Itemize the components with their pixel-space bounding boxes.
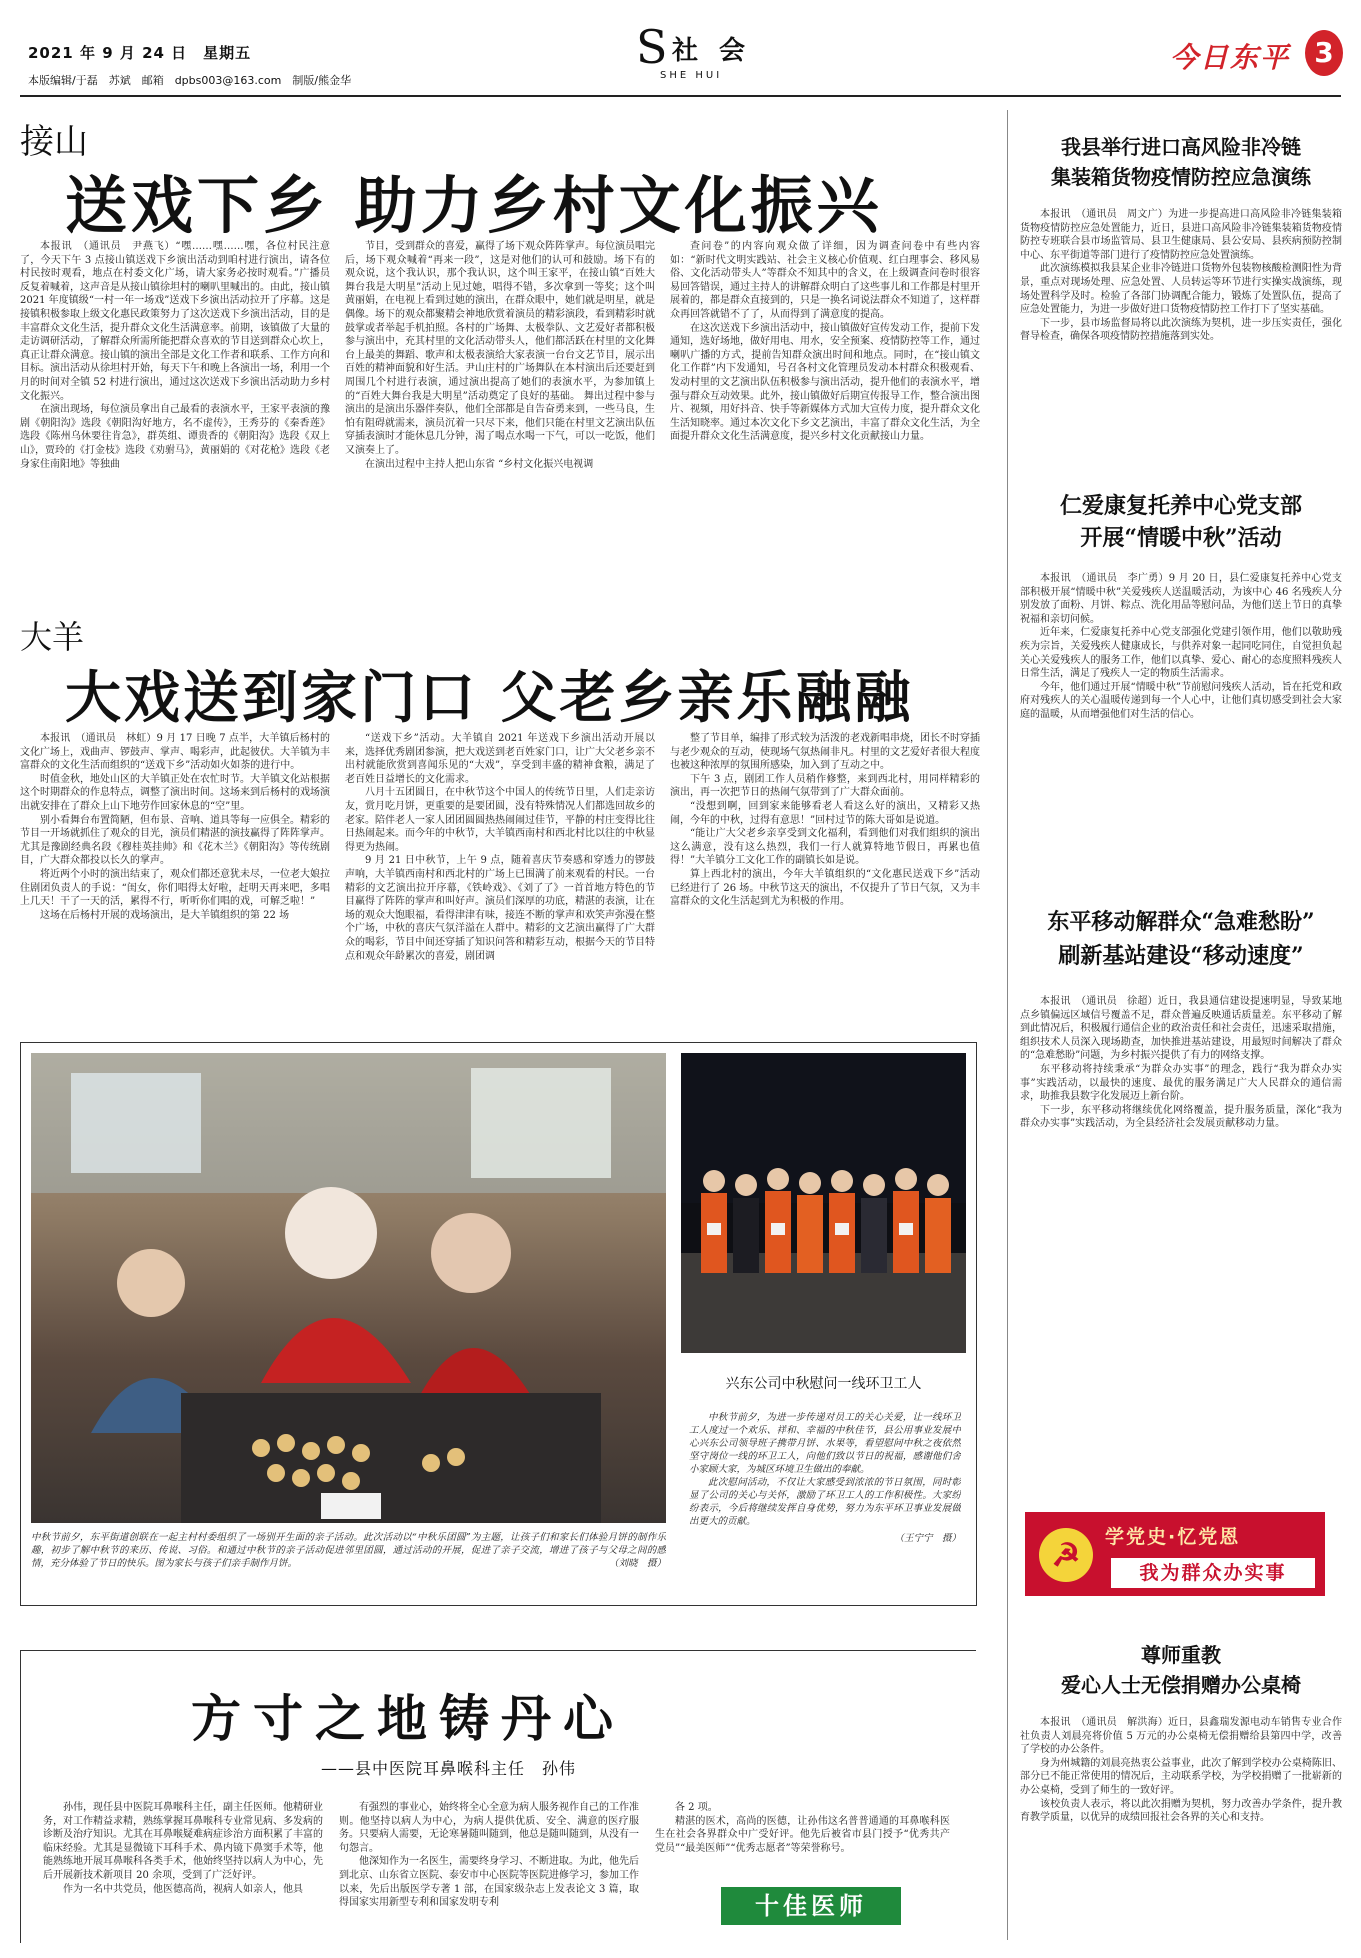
banner-line2: 我为群众办实事 [1139,1562,1287,1584]
side-body [1020,572,1342,862]
side-headline-line1: 尊师重教 [1141,1643,1221,1667]
side-headline-line2: 刷新基站建设“移动速度” [1058,943,1304,969]
side-headline-line2: 爱心人士无偿捐赠办公桌椅 [1061,1673,1301,1697]
side-article-mobile [1020,905,1342,1485]
article-headline: 送戏下乡 助力乡村文化振兴 [65,169,883,242]
paragraph: 本报讯 （通讯员 徐超）近日，我县通信建设提速明显，导致某地点乡镇偏远区域信号覆盖不足，群众普遍反映通话质量差。东平移动了解到此情况后，积极履行通信企业的政治责任和社会责任，迅速采取措施，组织技术人员深入现场勘查，加快推进基站建设，用最短时间解决了群众的“急难愁盼”问题，为乡村振兴提供了有力的网络支撑。 [1020,996,1342,1062]
side-headline-line1: 东平移动解群众“急难愁盼” [1047,909,1315,935]
article-body-col3 [670,732,980,1032]
photo-credit: （王宁宁 摄） [894,1533,961,1544]
paragraph: 该校负责人表示，将以此次捐赠为契机，努力改善办学条件，提升教育教学质量，以优异的成绩回报社会各界的关心和支持。 [1020,1798,1342,1824]
article-body-col3 [655,1801,950,1873]
side-headline-line2: 开展“情暖中秋”活动 [1080,525,1282,551]
photo-section [20,1042,977,1606]
paragraph: 八月十五团圆日，在中秋节这个中国人的传统节日里，人们走亲访友，赏月吃月饼，更重要的是要团圆，没有特殊情况人们都选回故乡的老家。陪伴老人一家人团团圆圆热热闹闹过佳节，平静的村庄变得比往日热闹起来。而今年的中秋节，大羊镇西南村和西北村比以往的中秋显得更为热闹。 [345,787,655,853]
paragraph: “能让广大父老乡亲享受到文化福利，看到他们对我们组织的演出这么满意，没有这么热烈，我们一行人就算特地节假日，再累也值得！”大羊镇分工文化工作的副镇长如是说。 [670,828,980,867]
mooncake-caption [31,1531,666,1599]
paragraph: 近年来，仁爱康复托养中心党支部强化党建引领作用，他们以敬助残疾为宗旨，关爱残疾人健康成长，与供养对象一起同吃同住，自觉担负起关心关爱残疾人的服务工作，他们以真挚、爱心、耐心的态度照料残疾人日常生活，满足了残疾人一定的物质生活需求。 [1020,627,1342,680]
paragraph: 下一步，东平移动将继续优化网络覆盖，提升服务质量，深化“我为群众办实事”实践活动，为全县经济社会发展贡献移动力量。 [1020,1104,1342,1130]
paragraph: 将近两个小时的演出结束了，观众们都还意犹未尽，一位老大娘拉住剧团负责人的手说：“闺女，你们唱得太好啦，赶明天再来吧，多唱上几天！干了一天的活，累得不行，听听你们唱的戏，可解乏啦！” [20,868,330,908]
paragraph: 时值金秋，地处山区的大羊镇正处在农忙时节。大羊镇文化站根据这个时期群众的作息特点，调整了演出时间。这场来到后杨村的戏场演出就安排在了群众上山下地劳作回家休息的“空”里。 [20,773,330,812]
paragraph: “没想到啊，回到家来能够看老人看这么好的演出，又精彩又热闹，今年的中秋，过得有意思！”回村过节的陈大哥如是说道。 [670,800,980,826]
paragraph: 算上西北村的演出，今年大羊镇组织的“文化惠民送戏下乡”活动已经进行了 26 场。中秋节这天的演出，不仅提升了节日气氛，又为丰富群众的文化生活起到尤为积极的作用。 [670,868,980,908]
section-title: 社 会 [672,36,752,66]
paragraph: 此次演练模拟我县某企业非冷链进口货物外包装物核酸检测阳性为背景，重点对现场处理、应急处置、人员转运等环节进行实操实战演练，现场处置科学及时。检验了各部门协调配合能力，锻炼了处置队伍，提高了应急处置能力，为进一步做好进口货物疫情防控工作打下了坚实基础。 [1020,263,1342,316]
side-body [1020,995,1342,1475]
side-article-mid-autumn [1020,490,1342,870]
paragraph: 本报讯 （通讯员 李广勇）9 月 20 日，县仁爱康复托养中心党支部积极开展“情暖中秋”关爱残疾人送温暖活动，为该中心 46 名残疾人分别发放了面粉、月饼、粽点、洗化用品等慰问品，为他们送上节日的真挚祝福和亲切问候。 [1020,573,1342,625]
paragraph: 有强烈的事业心，始终将全心全意为病人服务视作自己的工作准则。他坚持以病人为中心，为病人提供优质、安全、满意的医疗服务。只要病人需要，无论寒暑随叫随到，他总是随叫随到，从没有一句怨言。 [339,1802,639,1854]
column-divider [1007,110,1008,1940]
mooncake-photo-illustration [31,1053,666,1523]
side-body [1020,1716,1342,1936]
article-subtitle: ——县中医院耳鼻喉科主任 孙伟 [321,1759,577,1778]
paragraph: 他深知作为一名医生，需要终身学习、不断进取。为此，他先后到北京、山东省立医院、泰安市中心医院等医院进修学习，参加工作以来，先后出版医学专著 1 部，在国家级杂志上发表论文 3 篇，取得国家实用新型专利和国家发明专利 [339,1856,639,1909]
header-rule [20,95,1341,97]
side-headline-line2: 集装箱货物疫情防控应急演练 [1051,165,1311,189]
paragraph: 东平移动将持续秉承“为群众办实事”的理念，践行“我为群众办实事”实践活动，以最快的速度、最优的服务满足广大人民群众的通信需求，助推我县数字化发展迈上新台阶。 [1020,1063,1342,1103]
caption-text: 此次慰问活动，不仅让大家感受到浓浓的节日氛围，同时彰显了公司的关心与关怀，激励了环卫工人的工作积极性。大家纷纷表示，今后将继续发挥自身优势，努力为东平环卫事业发展做出更大的贡献。 [689,1477,961,1527]
editor-line: 本版编辑/于磊 苏斌 邮箱 dpbs003@163.com 制版/熊金华 [28,74,352,87]
paragraph: “送戏下乡”活动。大羊镇自 2021 年送戏下乡演出活动开展以来，选择优秀剧团参演，把大戏送到老百姓家门口，让广大父老乡亲不出村就能欣赏到喜闻乐见的“大戏”，享受到丰盛的精神食粮，满足了老百姓日益增长的文化需求。 [345,733,655,785]
article-body-col2 [345,732,655,1032]
side-article-donation [1020,1640,1342,1940]
sanitation-workers-illustration [681,1053,966,1353]
caption-text: 中秋节前夕，东平街道创联在一起主村村委组织了一场别开生面的亲子活动。此次活动以“中秋乐团圆”为主题，让孩子们和家长们体验月饼的制作乐趣，初步了解中秋节的来历、传说、习俗。和通过中秋节的亲子活动促进邻里团圆，通过活动的开展，促进了亲子交流，增进了孩子与父母之间的感情，充分体验了节日的快乐。图为家长与孩子们亲手制作月饼。 [31,1532,666,1569]
paragraph: 本报讯 （通讯员 尹燕飞）“嘿……嘿……嘿，各位村民注意了，今天下午 3 点接山镇送戏下乡演出活动到咱村进行演出，请各位村民按时观看，地点在村委文化广场，请大家务必按时观看。”广播员反复着喊着，这声音是从接山镇徐坦村的喇叭里喊出的。由此，接山镇 2021 年度镇级“一村一年一场戏”送戏下乡演出活动拉开了序幕。这是接镇积极参取上级文化惠民政策努力了这次送戏下乡演出活动，目的是丰富群众文化生活，提升群众文化生活满意率。前期，该镇做了大量的走访调研活动，了解群众所需所能把群众喜欢的节目送到群众心坎上，真正让群众满意。接山镇的演出全部是文化工作者和联系、工作方向和目标。演出活动从徐坦村开始，每天下午和晚上各演出一场，利用一个月的时间对全镇 52 村进行演出，通过这次送戏下乡演出活动助力乡村文化振兴。 [20,241,330,402]
paragraph: 本报讯 （通讯员 周文广）为进一步提高进口高风险非冷链集装箱货物疫情防控应急处置能力，近日，县进口高风险非冷链集装箱货物疫情防控专班联合县市场监管局、县卫生健康局、县公安局、县疾病预防控制中心、东平街道等部门进行了疫情防控应急处置演练。 [1020,209,1342,261]
article-doctor [20,1650,976,1943]
paragraph: 在演出过程中主持人把山东省 “乡村文化振兴电视调 [365,458,594,470]
paragraph: 本报讯 （通讯员 林虹）9 月 17 日晚 7 点半，大羊镇后杨村的文化广场上，戏曲声、锣鼓声、掌声、喝彩声，此起彼伏。大羊镇为丰富群众的文化生活而组织的“送戏下乡”活动如火如荼的进行中。 [20,733,330,772]
paragraph: 节目，受到群众的喜爱，赢得了场下观众阵阵掌声。每位演员唱完后，场下观众喊着“再来一段”，这是对他们的认可和鼓励。场下有的观众说，这个我认识，那个我认识，这个叫王家平，在接山镇“百姓大舞台我是大明星”活动上见过她，唱得不错，多次拿到一等奖；这个叫黄丽娟，在电视上看到过她的演出，在群众眼中，她们就是明星，就是偶像。场下的观众都聚精会神地欣赏着演员的精彩演段，看到精彩时就鼓掌或者举起手机拍照。各村的广场舞、太极拳队、文艺爱好者都积极参与演出中，充其村里的文化活动带头人，他们都活跃在村里的文化舞台上最美的舞蹈、歌声和太极表演给大家表演一台台文艺节目，展示出百姓的精神面貌和好生活。尹山庄村的广场舞队在本村演出后还要赶到周围几个村进行表演，通过演出提高了她们的表演水平，为参加镇上的“百姓大舞台我是大明星”活动奠定了良好的基础。 舞出过程中参与演出的是演出乐器伴奏队，他们全部都是自告奋勇来到，一些马良，生怕有阻碍就需来，演员沉着一只尽下来，他们只能在村里文艺演出队伍穿插表演时才能休息几分钟，渴了喝点水喝一下气，可以一吃饭，他们又演奏上了。 [345,241,655,456]
masthead [0,0,1361,95]
side-headline-line1: 我县举行进口高风险非冷链 [1061,135,1301,159]
paragraph: 作为一名中共党员，他医德高尚，视病人如亲人，他具 [63,1883,303,1895]
paragraph: 查问卷”的内容向观众做了详细，因为调查问卷中有些内容如：“新时代文明实践站、社会主义核心价值观、红白理事会、移风易俗、文化活动带头人”等群众不知其中的含义，在上级调查问卷时很容易回答错误，通过主持人的讲解群众明白了这些事儿和工作都是村里开展着的，都是群众直接到的，只是一换名词说法群众不知道了，这样群众再回答就错不了了，从而得到了满意度的提高。 [670,241,980,320]
paragraph: 精湛的医术，高尚的医德，让孙伟这名普普通通的耳鼻喉科医生在社会各界群众中广受好评。他先后被省市县门授予“优秀共产党员”“最美医师”“优秀志愿者”等荣誉称号。 [655,1815,950,1854]
article-body-col2 [339,1801,639,1941]
side-body [1020,208,1342,458]
section-pinyin: SHE HUI [660,70,723,81]
banner-line1: 学党史·忆党恩 [1105,1526,1241,1548]
article-dayang [20,612,995,1032]
paragraph: 下一步，县市场监督局将以此次演练为契机，进一步压实责任，强化督导检查，确保各项疫情防控措施落到实处。 [1020,317,1342,343]
paragraph: 本报讯 （通讯员 解洪海）近日，县鑫瑞发源电动车销售专业合作社负责人刘晨亮将价值 5 万元的办公桌椅无偿捐赠给县第四中学，改善了学校的办公条件。 [1020,1717,1342,1756]
mooncake-photo [31,1053,666,1523]
article-jieshan [20,110,995,600]
paragraph: 整了节目单，编排了形式较为活泼的老戏新唱串烧，团长不时穿插与老少观众的互动，使现场气氛热闹非凡。村里的文艺爱好者很大程度也被这种浓厚的氛围所感染，加入到了互动之中。 [670,733,980,772]
paragraph: 下午 3 点，剧团工作人员稍作修整，来到西北村，用同样精彩的演出，再一次把节日的热闹气氛带到了广大群众面前。 [670,773,980,799]
article-body-col3 [670,240,980,590]
paragraph: 9 月 21 日中秋节，上午 9 点，随着喜庆节奏感和穿透力的锣鼓声响，大羊镇西南村和西北村的广场上已围满了前来观看的村民。一台精彩的文艺演出拉开序幕，《铁岭戏》、《刘了了》一首首地方特色的节目赢得了阵阵的掌声和叫好声。演员们深厚的功底，精湛的表演，让在场的观众大饱眼福，看得津津有味，接连不断的掌声和欢笑声弥漫在整个广场，中秋的喜庆气氛洋溢在人群中。精彩的文艺演出赢得了广大群众的喝彩，节目中间还穿插了知识问答和精彩互动，根据今天的节目特点和观众年龄累次的喜爱，剧团调 [345,855,655,962]
article-kicker: 接山 [20,122,88,162]
article-kicker: 大羊 [20,618,85,656]
paragraph: 在这次送戏下乡演出活动中，接山镇做好宣传发动工作，提前下发通知，选好场地，做好用电、用水，安全预案、疫情防控等工作，通过喇叭广播的方式，提前告知群众演出时间和地点。同时，在“接山镇文化工作群”内下发通知，号召各村文化管理员发动本村群众积极观看、发动村里的文艺演出队伍积极参与演出活动，提升他们的表演水平，增强与群众互动效果。此外，接山镇做好后期宣传报导工作，整合演出图片、视频，用好抖音、快手等新媒体方式加大宣传力度，提升群众文化生活知晓率。通过本次文化下乡文艺演出，丰富了群众文化生活，为全面提升群众文化生活满意度，提兴乡村文化贡献接山力量。 [670,322,980,443]
side-headline-line1: 仁爱康复托养中心党支部 [1059,493,1302,519]
sanitation-workers-photo [681,1053,966,1353]
date-line: 2021 年 9 月 24 日 星期五 [28,44,252,62]
top-ten-doctor-badge: 十佳医师 [721,1887,901,1925]
sanitation-photo-title: 兴东公司中秋慰问一线环卫工人 [725,1376,922,1392]
page-number-badge [1305,30,1343,76]
paragraph: 各 2 项。 [675,1802,718,1813]
page-number: 3 [1314,36,1334,69]
paragraph: 别小看舞台布置简陋，但布景、音响、道具等每一应俱全。精彩的节目一开场就抓住了观众的目光，演员们精湛的演技赢得了阵阵掌声。尤其是豫剧经典名段《穆桂英挂帅》和《花木兰》《朝阳沟》等传统剧目，广大群众都投以长久的掌声。 [20,814,330,867]
banner-line2-box [1111,1558,1315,1588]
article-body-col1 [20,240,330,590]
photo-credit: （刘晓 摄） [608,1558,666,1569]
paragraph: 在演出现场，每位演员拿出自己最看的表演水平，王家平表演的豫剧《朝阳沟》选段《朝阳沟好地方，名不虚传》，王秀芬的《秦香莲》选段《陈州乌休要往肯急》，群英组、谭贵香的《朝阳沟》选段《双上山》，贾玲的《打金枝》选段《劝驸马》，黄丽娟的《对花枪》选段《老身家住南阳地》等独曲 [20,404,330,470]
caption-text: 中秋节前夕，为进一步传递对员工的关心关爱，让一线环卫工人度过一个欢乐、祥和、幸福的中秋佳节，县公用事业发展中心兴东公司领导班子携带月饼、水果等，看望慰问中秋之夜依然坚守岗位一线的环卫工人，向他们致以节日的祝福，感谢他们舍小家顾大家，为城区环境卫生做出的奉献。 [689,1412,961,1475]
article-body-col2 [345,240,655,590]
article-headline: 方寸之地铸丹心 [191,1690,625,1748]
paragraph: 孙伟，现任县中医院耳鼻喉科主任，副主任医师。他精研业务，对工作精益求精，熟练掌握耳鼻喉科专业常见病、多发病的诊断及治疗知识。尤其在耳鼻喉疑难病症诊治方面积累了丰富的临床经验。尤其是显微镜下耳科手术、鼻内镜下鼻窦手术等，他能熟练地开展耳鼻喉科各类手术，他始终坚持以病人为中心，先后开展新技术新项目 20 余项，受到了广泛好评。 [43,1802,323,1881]
article-headline: 大戏送到家门口 父老乡亲乐融融 [65,666,914,731]
section-letter: S [636,20,668,74]
party-history-banner [1025,1512,1325,1596]
paragraph: 身为州城籍的刘晨亮热衷公益事业，此次了解到学校办公桌椅陈旧、部分已不能正常使用的情况后，主动联系学校，为学校捐赠了一批崭新的办公桌椅，受到了师生的一致好评。 [1020,1757,1342,1796]
paragraph: 这场在后杨村开展的戏场演出，是大羊镇组织的第 22 场 [40,909,290,921]
paragraph: 今年，他们通过开展“情暖中秋”节前慰问残疾人活动，旨在托党和政府对残疾人的关心温暖传递到每一个人心中，让他们真切感受到社会大家庭的温暖，从而增强他们对生活的信心。 [1020,681,1342,720]
party-emblem-icon: ☭ [1039,1528,1093,1582]
article-body-col1 [20,732,330,1032]
sanitation-caption [689,1411,961,1597]
article-body-col1 [43,1801,323,1941]
newspaper-logo: 今日东平 [1170,41,1291,74]
side-article-drill [1020,132,1342,462]
